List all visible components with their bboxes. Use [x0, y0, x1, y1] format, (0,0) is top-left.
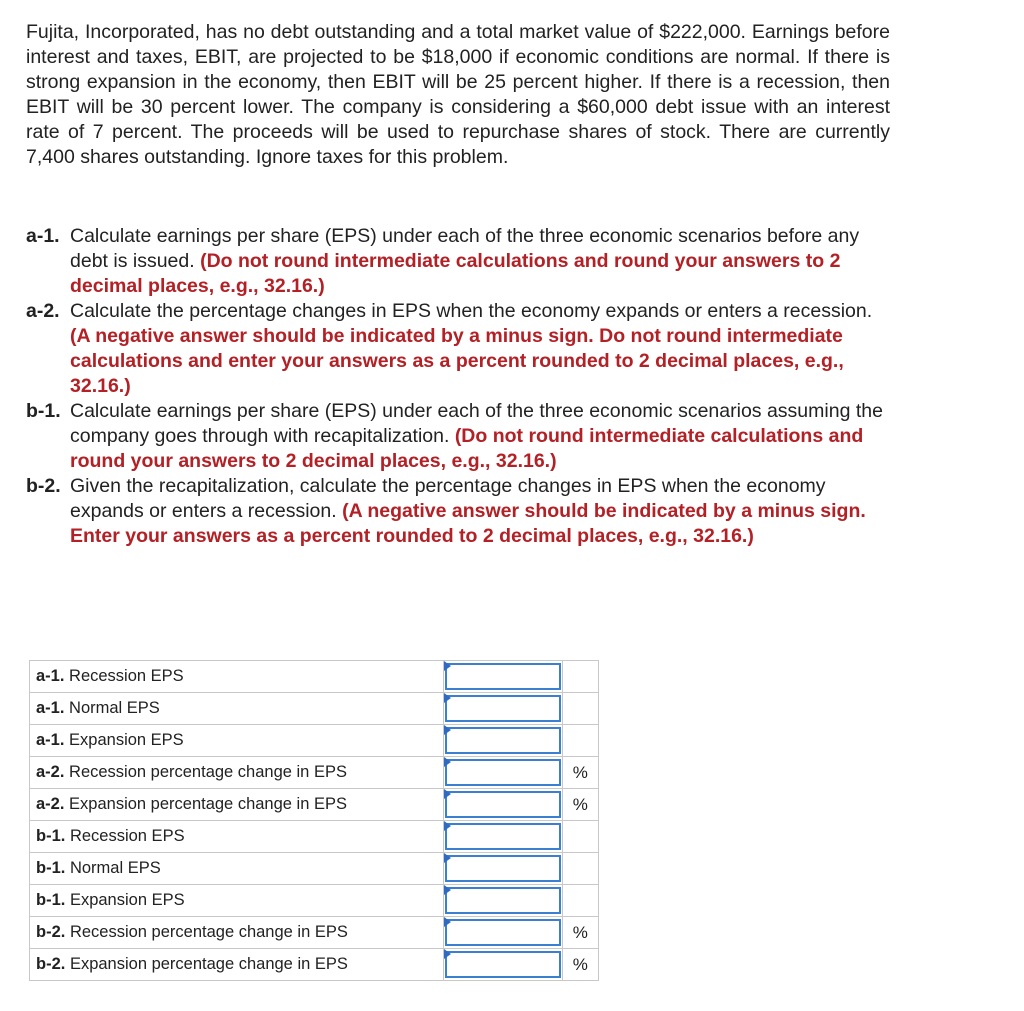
- answer-label: [30, 917, 444, 949]
- answer-row: [30, 789, 599, 821]
- answer-input-cell: [443, 917, 562, 949]
- answer-label: [30, 821, 444, 853]
- answer-row: [30, 693, 599, 725]
- question-list: [26, 224, 892, 549]
- a1-recession-eps-input[interactable]: [445, 663, 561, 690]
- question-note: (Do not round intermediate calculations and round your answers to 2 decimal places, e.g., 32.16.): [70, 250, 841, 297]
- answer-label: [30, 693, 444, 725]
- flag-marker-icon: [444, 885, 451, 895]
- answer-row-label: Normal EPS: [69, 859, 161, 877]
- question-note: (A negative answer should be indicated by a minus sign. Do not round intermediate calculations and enter your answers as a percent rounded to 2 decimal places, e.g., 32.16.): [70, 325, 844, 397]
- b2-recession-change-input[interactable]: [445, 919, 561, 946]
- flag-marker-icon: [444, 821, 451, 831]
- a1-normal-eps-input[interactable]: [445, 695, 561, 722]
- answer-input-cell: [443, 661, 562, 693]
- answer-input-cell: [443, 853, 562, 885]
- question-note: (A negative answer should be indicated by a minus sign. Enter your answers as a percent rounded to 2 decimal places, e.g., 32.16.): [70, 500, 866, 547]
- answer-row-tag: b-1.: [36, 859, 66, 877]
- answer-row-tag: b-2.: [36, 955, 66, 973]
- a2-expansion-change-input[interactable]: [445, 791, 561, 818]
- answer-label: [30, 789, 444, 821]
- unit-cell: [562, 661, 598, 693]
- flag-marker-icon: [444, 693, 451, 703]
- answer-label: [30, 757, 444, 789]
- percent-unit: %: [562, 917, 598, 949]
- answer-row: [30, 949, 599, 981]
- question-item: [26, 299, 892, 399]
- unit-cell: [562, 821, 598, 853]
- question-tag: b-1.: [26, 400, 61, 422]
- question-note: (Do not round intermediate calculations and round your answers to 2 decimal places, e.g., 32.16.): [70, 425, 864, 472]
- percent-unit: %: [562, 949, 598, 981]
- answer-label: [30, 885, 444, 917]
- question-tag: a-2.: [26, 300, 60, 322]
- answer-row: [30, 917, 599, 949]
- flag-marker-icon: [444, 917, 451, 927]
- answer-input-cell: [443, 757, 562, 789]
- answer-row-tag: a-1.: [36, 667, 65, 685]
- percent-unit: %: [562, 789, 598, 821]
- answer-row: [30, 853, 599, 885]
- answer-input-cell: [443, 821, 562, 853]
- question-text: Given the recapitalization, calculate the percentage changes in EPS when the economy expands or enters a recession.: [70, 475, 826, 522]
- answer-row-label: Recession EPS: [69, 667, 184, 685]
- answer-label: [30, 725, 444, 757]
- answer-row-tag: a-1.: [36, 731, 65, 749]
- answer-input-cell: [443, 885, 562, 917]
- b1-recession-eps-input[interactable]: [445, 823, 561, 850]
- answer-row-label: Normal EPS: [69, 699, 160, 717]
- answer-row-tag: b-1.: [36, 891, 66, 909]
- unit-cell: [562, 885, 598, 917]
- percent-unit: %: [562, 757, 598, 789]
- flag-marker-icon: [444, 789, 451, 799]
- answer-row-tag: b-2.: [36, 923, 66, 941]
- answer-row-label: Expansion EPS: [69, 731, 184, 749]
- question-tag: a-1.: [26, 225, 60, 247]
- flag-marker-icon: [444, 661, 451, 671]
- question-text: Calculate earnings per share (EPS) under each of the three economic scenarios assuming the company goes through with recapitalization.: [70, 400, 883, 447]
- a2-recession-change-input[interactable]: [445, 759, 561, 786]
- answer-row-label: Expansion percentage change in EPS: [69, 795, 347, 813]
- answer-table: [29, 660, 599, 981]
- answer-row: [30, 725, 599, 757]
- answer-row-tag: a-2.: [36, 795, 65, 813]
- answer-row-tag: a-1.: [36, 699, 65, 717]
- answer-row-tag: b-1.: [36, 827, 66, 845]
- question-item: [26, 474, 892, 549]
- b1-normal-eps-input[interactable]: [445, 855, 561, 882]
- unit-cell: [562, 853, 598, 885]
- answer-input-cell: [443, 949, 562, 981]
- b2-expansion-change-input[interactable]: [445, 951, 561, 978]
- answer-input-cell: [443, 693, 562, 725]
- answer-label: [30, 661, 444, 693]
- flag-marker-icon: [444, 725, 451, 735]
- question-text: Calculate earnings per share (EPS) under each of the three economic scenarios before any debt is issued.: [70, 225, 860, 272]
- unit-cell: [562, 725, 598, 757]
- answer-row: [30, 885, 599, 917]
- question-tag: b-2.: [26, 475, 61, 497]
- b1-expansion-eps-input[interactable]: [445, 887, 561, 914]
- answer-input-cell: [443, 725, 562, 757]
- answer-label: [30, 949, 444, 981]
- flag-marker-icon: [444, 757, 451, 767]
- answer-row: [30, 821, 599, 853]
- question-item: [26, 224, 892, 299]
- answer-row-label: Recession EPS: [69, 827, 185, 845]
- answer-input-cell: [443, 789, 562, 821]
- answer-row: [30, 757, 599, 789]
- answer-row-label: Expansion EPS: [69, 891, 185, 909]
- question-text: Calculate the percentage changes in EPS when the economy expands or enters a recession.: [70, 300, 873, 322]
- flag-marker-icon: [444, 853, 451, 863]
- answer-row-label: Expansion percentage change in EPS: [69, 955, 348, 973]
- question-item: [26, 399, 892, 474]
- a1-expansion-eps-input[interactable]: [445, 727, 561, 754]
- flag-marker-icon: [444, 949, 451, 959]
- answer-row-label: Recession percentage change in EPS: [69, 923, 348, 941]
- answer-row-label: Recession percentage change in EPS: [69, 763, 347, 781]
- answer-row: [30, 661, 599, 693]
- answer-label: [30, 853, 444, 885]
- unit-cell: [562, 693, 598, 725]
- problem-statement: Fujita, Incorporated, has no debt outstanding and a total market value of $222,000. Earnings before interest and taxes, EBIT, are projected to be $18,000 if economic conditions are normal. If there is strong expansion in the economy, then EBIT will be 25 percent higher. If there is a recession, then EBIT will be 30 percent lower. The company is considering a $60,000 debt issue with an interest rate of 7 percent. The proceeds will be used to repurchase shares of stock. There are currently 7,400 shares outstanding. Ignore taxes for this problem.: [26, 21, 890, 168]
- answer-row-tag: a-2.: [36, 763, 65, 781]
